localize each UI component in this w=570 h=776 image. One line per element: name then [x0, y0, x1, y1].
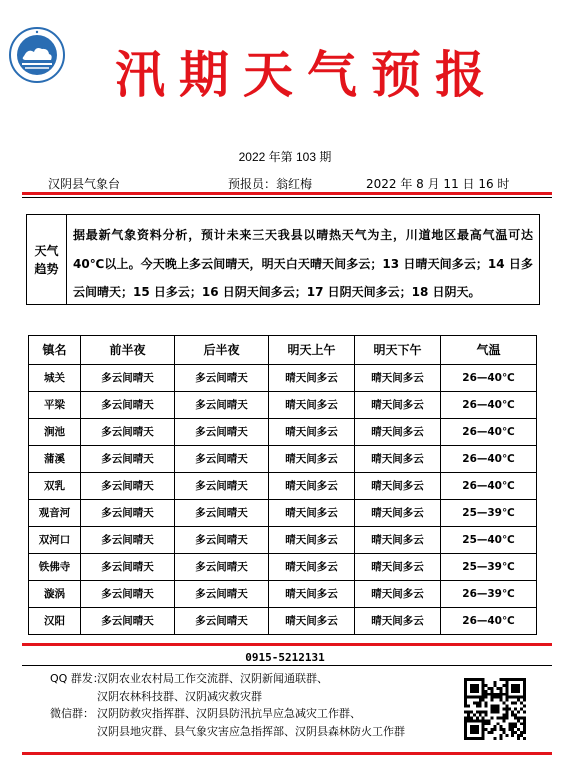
table-cell: 晴天间多云: [355, 581, 441, 608]
table-header-cell: 明天上午: [269, 336, 355, 365]
table-cell: 晴天间多云: [355, 527, 441, 554]
town-name-cell: 铁佛寺: [29, 554, 81, 581]
table-cell: 多云间晴天: [175, 581, 269, 608]
forecaster-name: 预报员：翁红梅: [228, 177, 313, 191]
table-cell: 多云间晴天: [81, 473, 175, 500]
divider-red-top: [22, 192, 552, 195]
table-cell: 多云间晴天: [175, 473, 269, 500]
table-cell: 晴天间多云: [269, 527, 355, 554]
table-cell: 晴天间多云: [269, 473, 355, 500]
town-name-cell: 双乳: [29, 473, 81, 500]
table-cell: 多云间晴天: [81, 581, 175, 608]
table-cell: 晴天间多云: [355, 608, 441, 635]
town-forecast-table: [28, 335, 537, 635]
table-header-cell: 明天下午: [355, 336, 441, 365]
divider-black-top: [22, 197, 552, 198]
forecast-box: [26, 214, 540, 305]
table-cell: 25—40℃: [441, 527, 537, 554]
qr-code-icon: [464, 678, 526, 740]
wechat-groups-line2: 汉阴县地灾群、县气象灾害应急指挥部、汉阴县森林防火工作群: [97, 724, 405, 738]
issue-time: 2022 年 8 月 11 日 16 时: [366, 177, 510, 191]
table-cell: 26—40℃: [441, 446, 537, 473]
town-name-cell: 双河口: [29, 527, 81, 554]
table-cell: 晴天间多云: [269, 392, 355, 419]
table-cell: 多云间晴天: [81, 527, 175, 554]
town-name-cell: 汉阳: [29, 608, 81, 635]
table-cell: 多云间晴天: [175, 446, 269, 473]
divider-black-bottom: [22, 665, 552, 666]
table-header-cell: 前半夜: [81, 336, 175, 365]
station-name: 汉阴县气象台: [48, 177, 121, 191]
table-cell: 晴天间多云: [269, 500, 355, 527]
table-cell: 晴天间多云: [355, 554, 441, 581]
table-row: [29, 500, 537, 527]
table-cell: 多云间晴天: [81, 446, 175, 473]
table-cell: 25—39℃: [441, 554, 537, 581]
table-cell: 晴天间多云: [269, 554, 355, 581]
table-cell: 26—40℃: [441, 419, 537, 446]
table-cell: 晴天间多云: [355, 500, 441, 527]
table-cell: 多云间晴天: [81, 608, 175, 635]
table-row: [29, 554, 537, 581]
distribution-groups: [50, 670, 450, 740]
table-cell: 晴天间多云: [269, 419, 355, 446]
table-row: [29, 392, 537, 419]
table-cell: 多云间晴天: [175, 554, 269, 581]
town-name-cell: 涧池: [29, 419, 81, 446]
table-header-row: [29, 336, 537, 365]
town-name-cell: 漩涡: [29, 581, 81, 608]
table-cell: 26—40℃: [441, 608, 537, 635]
table-row: [29, 365, 537, 392]
table-cell: 多云间晴天: [81, 500, 175, 527]
forecast-text: 据最新气象资料分析，预计未来三天我县以晴热天气为主，川道地区最高气温可达 40℃以上。今天晚上多云间晴天，明天白天晴天间多云；13 日晴天间多云；14 日多云间晴天；15 日多云；16 日阴天间多云；17 日阴天间多云；18 日阴天。: [73, 228, 533, 299]
table-row: [29, 527, 537, 554]
table-cell: 多云间晴天: [81, 392, 175, 419]
issue-number: 2022 年第 103 期: [238, 150, 332, 164]
qq-groups-line2: 汉阴农林科技群、汉阴减灾救灾群: [97, 689, 262, 703]
table-cell: 晴天间多云: [355, 419, 441, 446]
town-name-cell: 平梁: [29, 392, 81, 419]
town-name-cell: 城关: [29, 365, 81, 392]
forecast-label: 天气趋势: [27, 215, 67, 304]
table-cell: 多云间晴天: [175, 365, 269, 392]
table-row: [29, 608, 537, 635]
table-cell: 多云间晴天: [81, 554, 175, 581]
table-row: [29, 419, 537, 446]
table-cell: 晴天间多云: [269, 446, 355, 473]
table-cell: 晴天间多云: [269, 608, 355, 635]
qq-label: QQ 群发：: [50, 672, 104, 685]
table-cell: 多云间晴天: [175, 527, 269, 554]
masthead-title: 汛期天气预报: [115, 45, 499, 104]
table-cell: 晴天间多云: [355, 446, 441, 473]
table-header-cell: 后半夜: [175, 336, 269, 365]
table-cell: 晴天间多云: [355, 392, 441, 419]
table-header-cell: 气温: [441, 336, 537, 365]
divider-red-bottom: [22, 752, 552, 755]
table-cell: 晴天间多云: [269, 581, 355, 608]
table-header-cell: 镇名: [29, 336, 81, 365]
table-cell: 多云间晴天: [81, 419, 175, 446]
contact-phone: 0915-5212131: [245, 651, 325, 664]
table-cell: 晴天间多云: [355, 365, 441, 392]
table-cell: 多云间晴天: [175, 608, 269, 635]
table-cell: 多云间晴天: [175, 419, 269, 446]
table-cell: 晴天间多云: [269, 365, 355, 392]
table-cell: 25—39℃: [441, 500, 537, 527]
table-cell: 26—40℃: [441, 473, 537, 500]
divider-red-mid: [22, 643, 552, 646]
table-row: [29, 581, 537, 608]
table-cell: 26—40℃: [441, 392, 537, 419]
wechat-label: 微信群：: [50, 707, 94, 720]
table-row: [29, 446, 537, 473]
table-cell: 晴天间多云: [355, 473, 441, 500]
table-cell: 26—40℃: [441, 365, 537, 392]
table-cell: 多云间晴天: [175, 392, 269, 419]
meteorological-logo-icon: [8, 26, 66, 84]
town-name-cell: 蒲溪: [29, 446, 81, 473]
table-cell: 多云间晴天: [175, 500, 269, 527]
table-cell: 多云间晴天: [81, 365, 175, 392]
town-name-cell: 观音河: [29, 500, 81, 527]
table-cell: 26—39℃: [441, 581, 537, 608]
qq-groups-line1: 汉阴农业农村局工作交流群、汉阴新闻通联群、: [97, 672, 328, 685]
table-row: [29, 473, 537, 500]
wechat-groups-line1: 汉阴防救灾指挥群、汉阴县防汛抗旱应急减灾工作群、: [97, 707, 361, 720]
